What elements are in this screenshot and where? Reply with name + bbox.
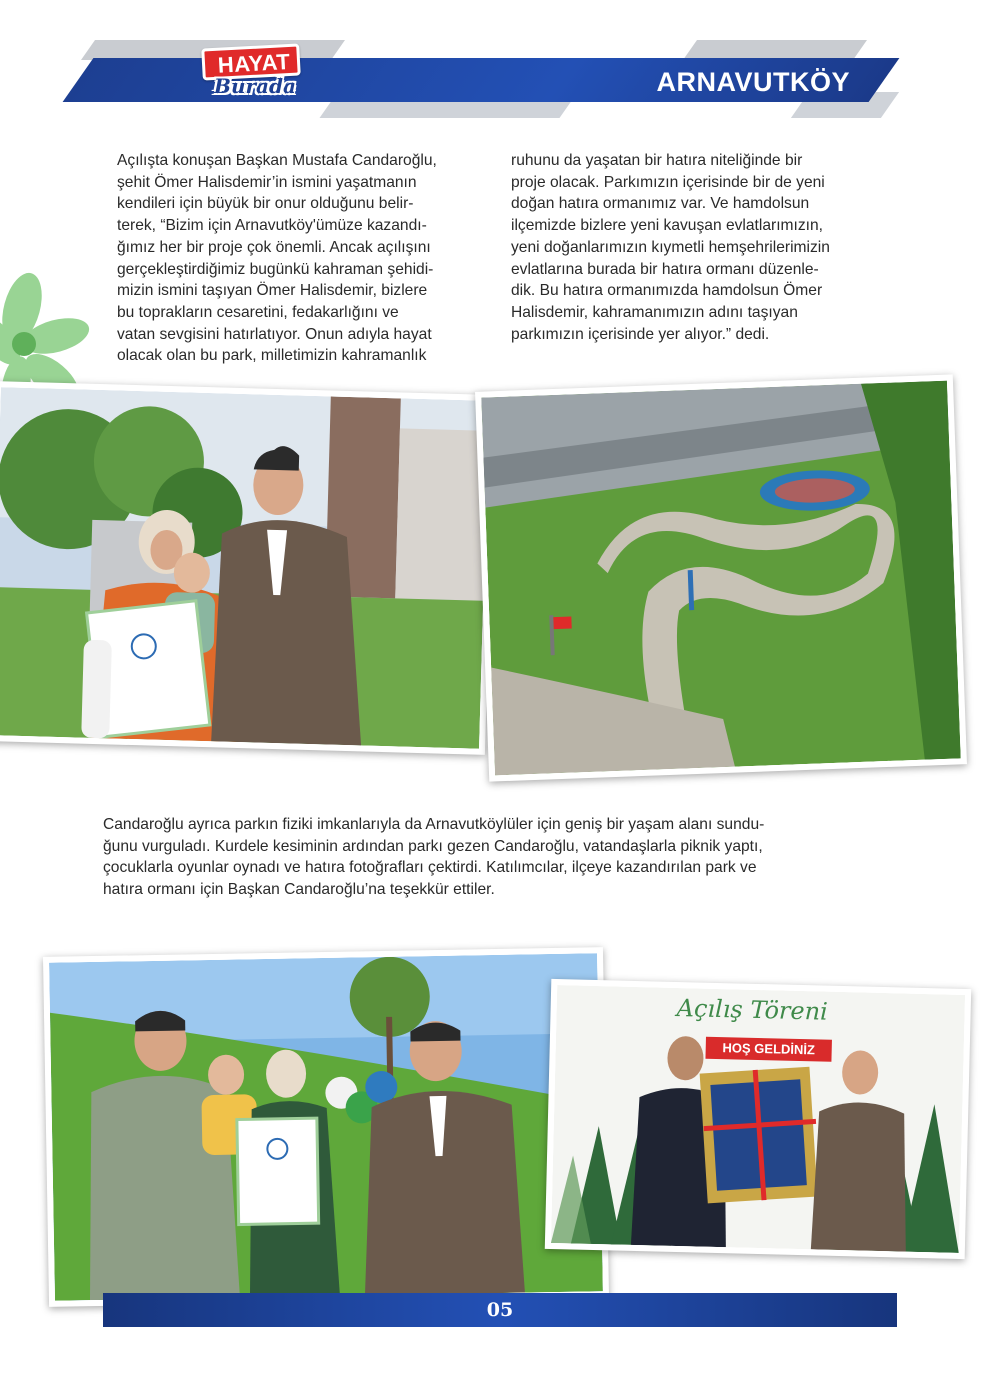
middle-paragraph-line: ğunu vurguladı. Kurdele kesiminin ardından parkı gezen Candaroğlu, vatandaşlarla piknik yaptı, [103,837,763,855]
banner-welcome-text: HOŞ GELDİNİZ [722,1040,816,1058]
hayat-burada-logo [196,44,308,104]
logo-top-text: HAYAT [217,48,291,78]
column-left-line: şehit Ömer Halisdemir’in ismini yaşatmanın [117,173,417,191]
column-right-line: ilçemizde bizlere yeni kavuşan evlatlarımızın, [511,217,824,235]
photo-family-hill [43,947,609,1307]
article-column-left [117,150,487,367]
middle-paragraph-line: hatıra ormanı için Başkan Candaroğlu’na teşekkür ettiler. [103,881,495,899]
photo-aerial-park [475,374,967,781]
column-left-line: ğımız her bir proje çok önemli. Ancak açılışını [117,238,431,256]
column-right-line: evlatlarına burada bir hatıra ormanı düzenle- [511,260,819,278]
column-left-line: olacak olan bu park, milletimizin kahramanlık [117,347,427,365]
article-column-right [511,150,886,345]
column-right-line: proje olacak. Parkımızın içerisinde bir de yeni [511,173,825,191]
column-right-line: parkımızın içerisinde yer alıyor.” dedi. [511,325,770,343]
column-right-line: yeni doğanlarımızın kıymetli hemşehrilerimizin [511,238,830,256]
column-right-line: Halisdemir, kahramanımızın adını taşıyan [511,303,798,321]
column-right-line: doğan hatıra ormanımız var. Ve hamdolsun [511,195,810,213]
logo-bottom-text: Burada [214,74,296,98]
middle-paragraph-line: Candaroğlu ayrıca parkın fiziki imkanlarıyla da Arnavutköylüler için geniş bir yaşam alanı sundu- [103,816,765,833]
column-left-line: gerçekleştirdiğimiz bugünkü kahraman şehidi- [117,260,434,278]
column-left-line: Açılışta konuşan Başkan Mustafa Candaroğlu, [117,152,437,169]
column-left-line: mizin ismini taşıyan Ömer Halisdemir, bizlere [117,282,428,300]
region-title: ARNAVUTKÖY [656,67,850,97]
column-left-line: bu toprakların cesaretini, fedakarlığını ve [117,303,399,321]
column-left-line: vatan sevgisini hatırlatıyor. Onun adıyla hayat [117,325,432,343]
page-number: 05 [486,1299,514,1321]
banner-script-text: Açılış Töreni [676,993,829,1026]
middle-paragraph-line: çocuklarla oyunlar oynadı ve hatıra fotoğrafları çektirdi. Katılımcılar, ilçeye kazandırılan park ve [103,859,757,877]
header-accent-right [683,40,867,60]
column-left-line: kendileri için büyük bir onur olduğunu belir- [117,195,414,213]
photo-gift-presentation [545,979,971,1259]
column-right-line: ruhunu da yaşatan bir hatıra niteliğinde bir [511,152,803,169]
column-left-line: terek, “Bizim için Arnavutköy'ümüze kazandı- [117,217,427,235]
article-middle-paragraph [103,814,883,901]
column-right-line: dik. Bu hatıra ormanımızda hamdolsun Ömer [511,282,823,300]
photo-family-certificate [0,381,495,755]
